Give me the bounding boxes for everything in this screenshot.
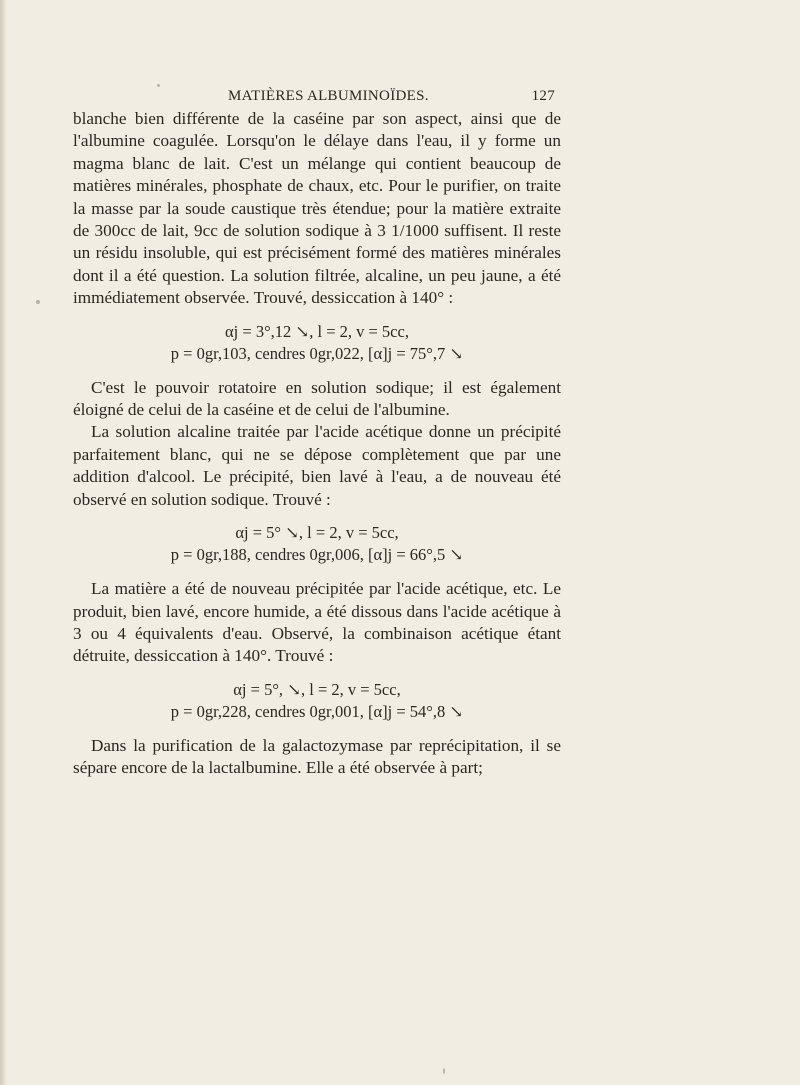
paragraph-5: Dans la purification de la galactozymase par reprécipitation, il se sépare encore de la lactalbumine. Elle a été observée à part; — [73, 735, 561, 778]
formula-2-line-2: p = 0gr,188, cendres 0gr,006, [α]j = 66°,5 ↘ — [170, 545, 464, 565]
book-page — [73, 86, 561, 780]
running-title: MATIÈRES ALBUMINOÏDES. — [228, 88, 429, 104]
formula-2-line-1: αj = 5° ↘, l = 2, v = 5cc, — [235, 523, 399, 543]
formula-1-line-1: αj = 3°,12 ↘, l = 2, v = 5cc, — [225, 321, 409, 341]
formula-3-line-2: p = 0gr,228, cendres 0gr,001, [α]j = 54°,8 ↘ — [170, 701, 464, 721]
paragraph-2: C'est le pouvoir rotatoire en solution sodique; il est également éloigné de celui de la caséine et de celui de l'albumine. — [73, 377, 561, 420]
paper-speck — [443, 1068, 445, 1074]
paragraph-1: blanche bien différente de la caséine par son aspect, ainsi que de l'albumine coagulée. Lorsqu'on le délaye dans l'eau, il y forme un magma blanc de lait. C'est un mélange qui contient beaucoup de matières minérales, phosphate de chaux, etc. Pour le purifier, on traite la masse par la soude caustique très étendue; pour la matière extraite de 300cc de lait, 9cc de solution sodique à 3 1/1000 suffisent. Il reste un résidu insoluble, qui est précisément formé des matières minérales dont il a été question. La solution filtrée, alcaline, un peu jaune, a été immédiatement observée. Trouvé, dessiccation à 140° : — [73, 109, 561, 308]
formula-3-line-1: αj = 5°, ↘, l = 2, v = 5cc, — [233, 679, 401, 699]
page-spine-shadow — [0, 0, 8, 1085]
paragraph-4: La matière a été de nouveau précipitée par l'acide acétique, etc. Le produit, bien lavé, encore humide, a été dissous dans l'acide acétique à 3 ou 4 équivalents d'eau. Observé, la combinaison acétique étant détruite, dessiccation à 140°. Trouvé : — [73, 579, 561, 666]
paragraph-3: La solution alcaline traitée par l'acide acétique donne un précipité parfaitement blanc, qui ne se dépose complètement que par une addition d'alcool. Le précipité, bien lavé à l'eau, a de nouveau été observé en solution sodique. Trouvé : — [73, 422, 561, 509]
formula-1-line-2: p = 0gr,103, cendres 0gr,022, [α]j = 75°,7 ↘ — [170, 343, 464, 363]
running-head — [73, 86, 561, 108]
page-number: 127 — [531, 88, 555, 104]
paper-speck — [36, 300, 40, 304]
